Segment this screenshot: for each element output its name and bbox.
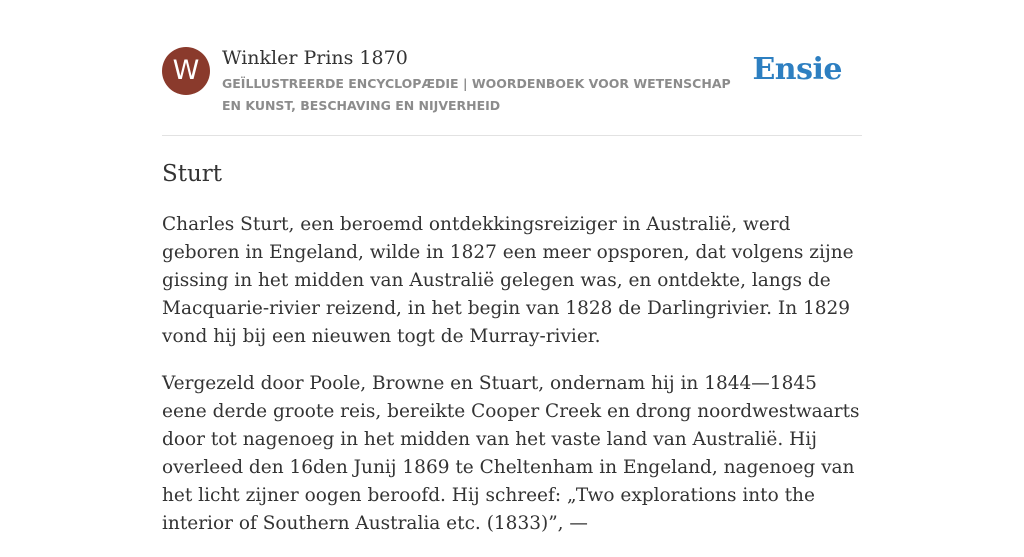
ensie-logo[interactable]: Ensie [752,52,842,87]
header-divider [162,135,862,136]
entry-paragraph: Charles Sturt, een beroemd ontdekkingsreiziger in Australië, werd geboren in Engeland, wilde in 1827 een meer opsporen, dat volgens zijne gissing in het midden van Australië gelegen was, en ontdekte, langs de Macquarie-rivier reizend, in het begin van 1828 de Darlingrivier. In 1829 vond hij bij een nieuwen togt de Murray-rivier. [162,214,854,347]
entry-paragraph: Vergezeld door Poole, Browne en Stuart, ondernam hij in 1844—1845 eene derde groote reis, bereikte Cooper Creek en drong noordwestwaarts door tot nagenoeg in het midden van het vaste land van Australië. Hij overleed den 16den Junij 1869 te Cheltenham in Engeland, nagenoeg van het licht zijner oogen beroofd. Hij schreef: „Two explorations into the interior of Southern Australia etc. (1833)”, — [162,373,860,534]
entry-body [162,211,866,557]
source-avatar[interactable]: W [162,47,210,95]
source-subtitle: GEÏLLUSTREERDE ENCYCLOPÆDIE | WOORDENBOEK VOOR WETENSCHAP EN KUNST, BESCHAVING EN NIJVERHEID [222,76,731,113]
entry-title: Sturt [162,161,223,187]
source-title[interactable]: Winkler Prins 1870 [222,47,408,69]
source-header [162,46,862,116]
